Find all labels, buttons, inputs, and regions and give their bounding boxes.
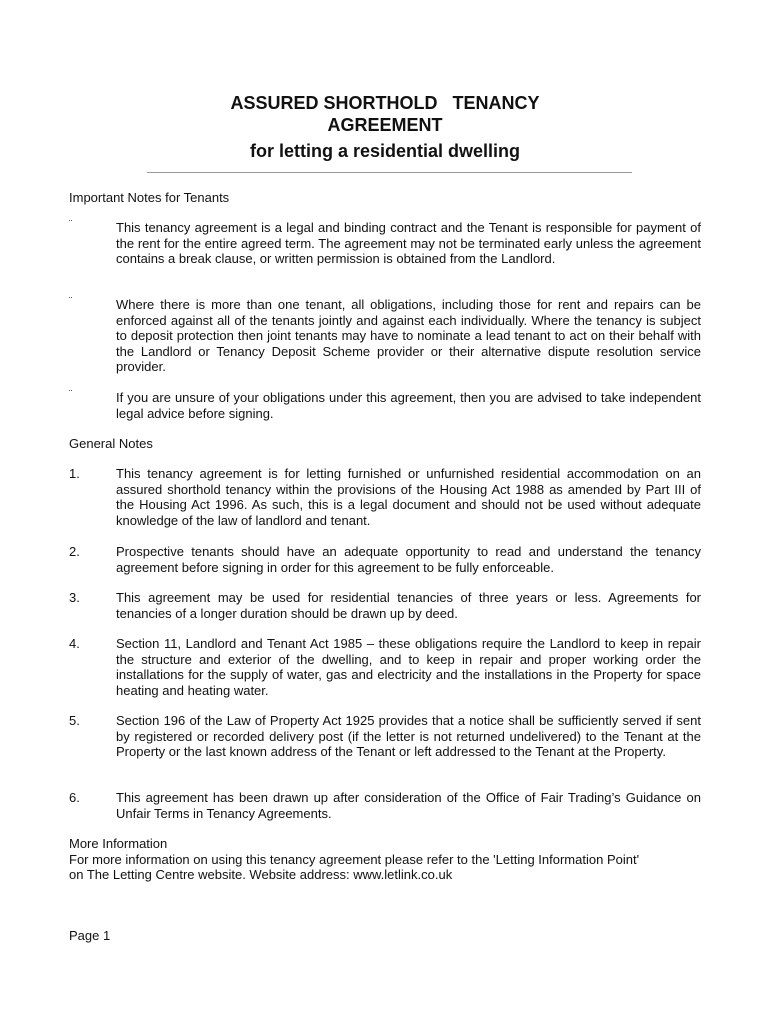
item-number: 4. [69,636,80,651]
page-number: Page 1 [69,928,111,943]
bullet-icon: ¨ [69,219,73,230]
more-information-section [69,836,702,883]
general-note-text: Prospective tenants should have an adequate opportunity to read and understand the tenancy agreement before signing in order for this agreement to be fully enforceable. [116,544,701,575]
important-notes-heading: Important Notes for Tenants [69,190,230,205]
more-information-line-1: For more information on using this tenancy agreement please refer to the 'Letting Information Point' [69,851,640,867]
item-number: 2. [69,544,80,559]
title-divider [147,172,632,173]
more-information-line-2: on The Letting Centre website. Website address: www.letlink.co.uk [69,867,453,882]
general-note-text: This tenancy agreement is for letting furnished or unfurnished residential accommodation on an assured shorthold tenancy within the provisions of the Housing Act 1988 as amended by Part III of the Housing Act 1996. As such, this is a legal document and should not be used without adequate knowledge of the law of landlord and tenant. [116,466,701,528]
general-note-text: This agreement may be used for residential tenancies of three years or less. Agreements for tenancies of a longer duration should be drawn up by deed. [116,590,701,621]
item-number: 6. [69,790,80,805]
document-title [0,92,770,162]
general-note-text: Section 11, Landlord and Tenant Act 1985 – these obligations require the Landlord to keep in repair the structure and exterior of the dwelling, and to keep in repair and proper working order the installations for the supply of water, gas and electricity and the installations in the Property for space heating and heating water. [116,636,701,698]
title-subtitle: for letting a residential dwelling [249,141,521,161]
item-number: 5. [69,713,80,728]
important-note-text: Where there is more than one tenant, all obligations, including those for rent and repairs can be enforced against all of the tenants jointly and against each individually. Where the tenancy is subject to deposit protection then joint tenants may have to nominate a lead tenant to act on their behalf with the Landlord or Tenancy Deposit Scheme provider or their alternative dispute resolution service provider. [116,297,701,374]
item-number: 1. [69,466,80,481]
general-notes-heading: General Notes [69,436,153,451]
item-number: 3. [69,590,80,605]
general-note-text: Section 196 of the Law of Property Act 1925 provides that a notice shall be sufficiently served if sent by registered or recorded delivery post (if the letter is not returned undelivered) to the Tenant at the Property or the last known address of the Tenant or left addressed to the Tenant at the Property. [116,713,701,759]
title-line-2: AGREEMENT [327,115,443,135]
more-information-heading: More Information [69,836,168,851]
title-line-1: ASSURED SHORTHOLD TENANCY [230,93,540,113]
general-note-text: This agreement has been drawn up after consideration of the Office of Fair Trading’s Guidance on Unfair Terms in Tenancy Agreements. [116,790,701,821]
bullet-icon: ¨ [69,296,73,307]
bullet-icon: ¨ [69,389,73,400]
important-note-text: If you are unsure of your obligations under this agreement, then you are advised to take independent legal advice before signing. [116,390,701,421]
important-note-text: This tenancy agreement is a legal and binding contract and the Tenant is responsible for payment of the rent for the entire agreed term. The agreement may not be terminated early unless the agreement contains a break clause, or written permission is obtained from the Landlord. [116,220,701,266]
